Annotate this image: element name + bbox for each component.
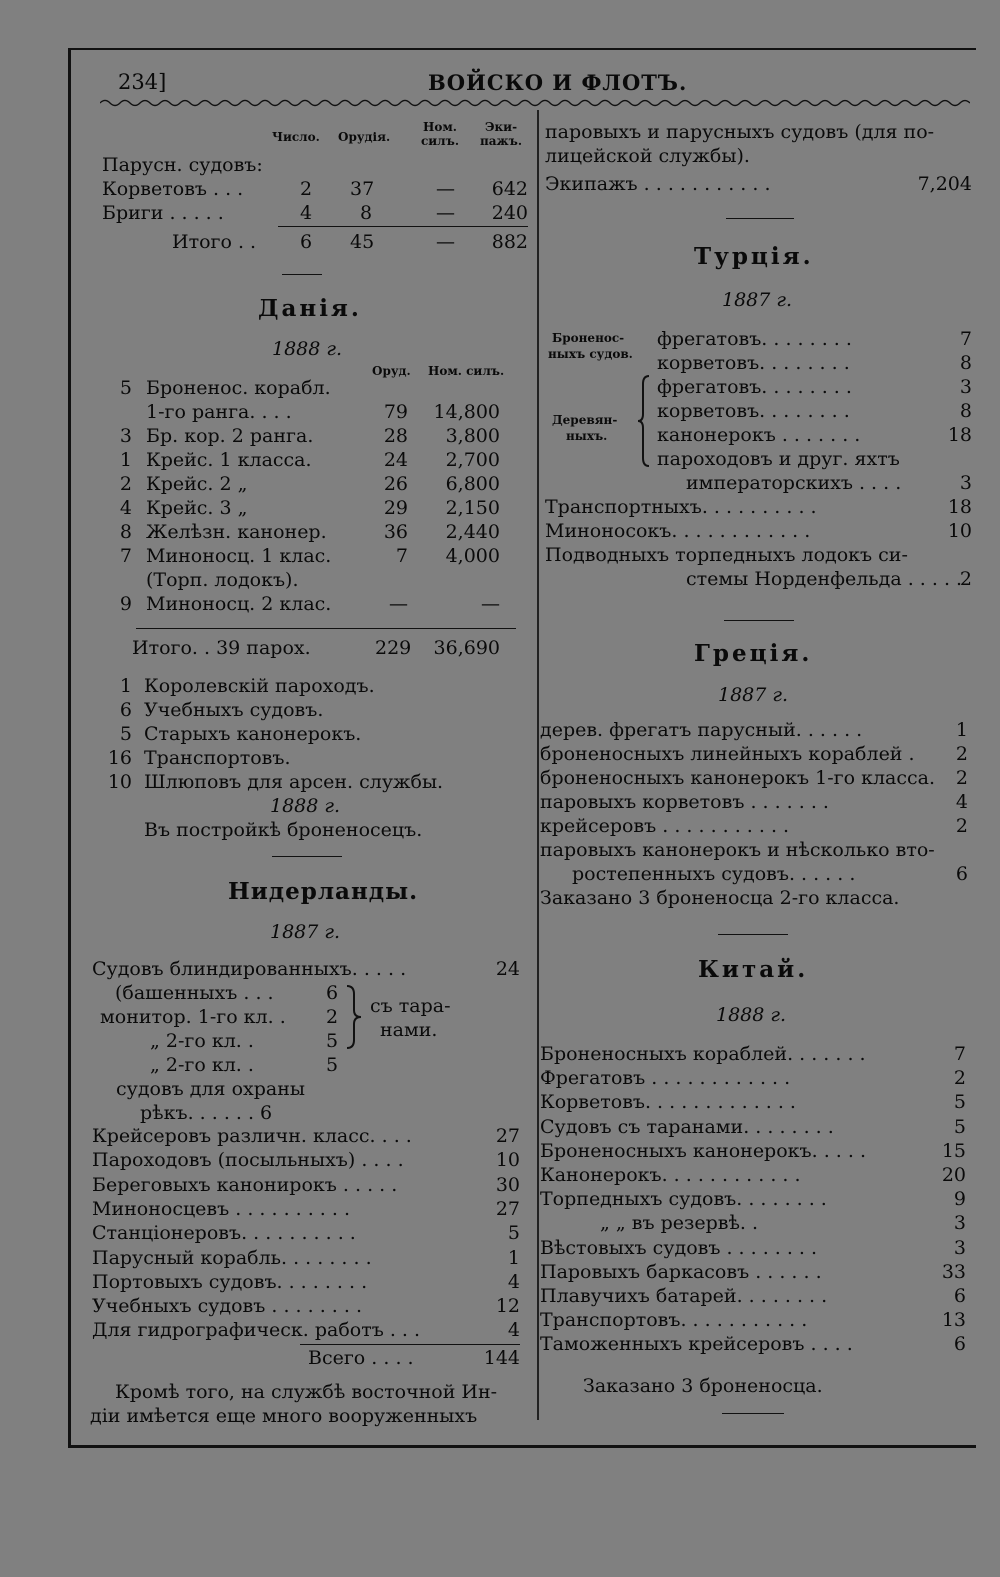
- row-name: Береговыхъ канонирокъ . . . . .: [92, 1173, 398, 1196]
- footnote-line: Кромѣ того, на службѣ восточной Ин-: [115, 1381, 498, 1403]
- section-title-china: Китай.: [698, 956, 809, 983]
- column-divider: [537, 110, 539, 1420]
- row-count: 2: [300, 178, 313, 200]
- row-name: Крейс. 2 „: [146, 473, 248, 495]
- group-label: ныхъ судов.: [548, 347, 633, 361]
- row-hp: 6,800: [445, 473, 500, 495]
- row-value: 1: [955, 719, 968, 741]
- text-line: лицейской службы).: [545, 145, 750, 167]
- sum-rule: [278, 226, 528, 227]
- year-greece: 1887 г.: [718, 684, 789, 706]
- note-china: Заказано 3 броненосца.: [583, 1375, 823, 1397]
- row-value: 4: [507, 1270, 520, 1293]
- col-head-hp: Ном. силъ.: [428, 364, 505, 378]
- group-label: Деревян-: [552, 413, 618, 427]
- row-value: 7,204: [917, 173, 972, 195]
- row-name: Броненос. корабл.: [146, 377, 331, 399]
- row-name: Крейс. 1 класса.: [146, 449, 312, 471]
- row-value: 27: [495, 1125, 520, 1147]
- sub-row: „ 2-го кл. .: [150, 1054, 254, 1076]
- row-name: Королевскій пароходъ.: [144, 675, 375, 697]
- text-line: паровыхъ и парусныхъ судовъ (для по-: [545, 121, 935, 143]
- row-value: 2: [955, 815, 968, 837]
- row-name: Учебныхъ судовъ.: [144, 699, 324, 721]
- total-count: 6: [300, 231, 313, 253]
- row-name: корветовъ. . . . . . . .: [657, 400, 850, 422]
- row-name: пароходовъ и друг. яхтъ: [657, 448, 900, 470]
- row-hp: 2,150: [445, 497, 500, 519]
- section-title-netherlands: Нидерланды.: [228, 878, 419, 905]
- year-denmark: 1888 г.: [272, 338, 343, 360]
- row-name: Миноносц. 2 клас.: [146, 593, 332, 615]
- row-name: Таможенныхъ крейсеровъ . . . .: [540, 1333, 853, 1356]
- row-count: 4: [300, 202, 313, 224]
- year-china: 1888 г.: [716, 1004, 787, 1026]
- row-hp: 2,700: [445, 449, 500, 471]
- row-guns: 79: [383, 401, 408, 423]
- total-crew: 882: [491, 231, 528, 253]
- row-number: 1: [119, 675, 132, 697]
- row-name: Старыхъ канонерокъ.: [144, 723, 362, 745]
- row-name: Корветовъ . . .: [102, 178, 244, 200]
- row-value: 2: [955, 767, 968, 789]
- row-guns: 8: [360, 202, 373, 224]
- total-value: 144: [483, 1347, 520, 1369]
- row-name: ростепенныхъ судовъ. . . . . .: [572, 863, 856, 885]
- row-name: фрегатовъ. . . . . . . .: [657, 376, 852, 398]
- row-crew: 240: [491, 202, 528, 224]
- row-value: 18: [947, 496, 972, 518]
- group-label: Броненос-: [552, 331, 625, 345]
- row-number: 4: [119, 497, 132, 519]
- row-hp: 14,800: [433, 401, 500, 423]
- row-name: Вѣстовыхъ судовъ . . . . . . . .: [540, 1236, 818, 1259]
- total-hp: 36,690: [433, 637, 500, 659]
- section-title-turkey: Турція.: [694, 243, 814, 270]
- row-name: Крейс. 3 „: [146, 497, 248, 519]
- row-value: 5: [953, 1091, 966, 1114]
- row-name: Паровыхъ баркасовъ . . . . . .: [540, 1260, 822, 1283]
- row-number: 10: [107, 771, 132, 793]
- row-value: 8: [959, 352, 972, 374]
- total-name: Всего . . . .: [308, 1347, 414, 1369]
- row-value: 2: [959, 568, 972, 590]
- row-name: Броненосныхъ канонерокъ. . . . .: [540, 1139, 866, 1162]
- row-value: 10: [495, 1149, 520, 1172]
- row-name: Броненосныхъ кораблей. . . . . . .: [540, 1043, 866, 1065]
- row-name: Миноносц. 1 клас.: [146, 545, 332, 567]
- row-name: броненосныхъ канонерокъ 1-го класса.: [540, 767, 936, 789]
- row-name: 1-го ранга. . . .: [146, 401, 292, 423]
- row-guns: 24: [383, 449, 408, 471]
- sub-value: 5: [326, 1054, 339, 1076]
- row-value: 3: [959, 376, 972, 398]
- group-label: ныхъ.: [566, 429, 608, 443]
- river-line: судовъ для охраны: [116, 1078, 306, 1100]
- row-name: Транспортовъ. . . . . . . . . . .: [540, 1309, 808, 1332]
- sub-row: „ 2-го кл. .: [150, 1030, 254, 1052]
- row-value: 6: [955, 863, 968, 885]
- row-hp: —: [436, 178, 455, 200]
- row-name: (Торп. лодокъ).: [146, 569, 299, 591]
- row-name: Бриги . . . . .: [102, 202, 224, 224]
- note-denmark: Въ постройкѣ броненосецъ.: [144, 819, 423, 841]
- sub-value: 5: [326, 1030, 339, 1052]
- row-name: Фрегатовъ . . . . . . . . . . . .: [540, 1067, 791, 1090]
- row-value: 12: [495, 1295, 520, 1318]
- sum-rule: [136, 628, 516, 629]
- separator: [718, 934, 788, 935]
- row-hp: 2,440: [445, 521, 500, 543]
- row-name: Судовъ блиндированныхъ. . . . .: [92, 958, 407, 980]
- row-name: Бр. кор. 2 ранга.: [146, 425, 314, 447]
- row-name: Судовъ съ таранами. . . . . . . .: [540, 1115, 834, 1138]
- row-value: 4: [507, 1319, 520, 1342]
- total-name: Итого . .: [172, 231, 257, 253]
- separator: [726, 218, 794, 219]
- row-value: 20: [941, 1164, 966, 1186]
- section-title-greece: Греція.: [694, 640, 813, 667]
- sub-row: монитор. 1-го кл. .: [100, 1006, 286, 1028]
- row-number: 16: [107, 747, 132, 769]
- row-name: Транспортныхъ. . . . . . . . . .: [545, 496, 817, 518]
- row-name: Станціонеровъ. . . . . . . . . .: [92, 1222, 356, 1245]
- row-name: Транспортовъ.: [144, 747, 291, 769]
- col-head-hp: Ном. силъ.: [420, 120, 460, 148]
- row-value: 5: [953, 1115, 966, 1138]
- row-name: канонерокъ . . . . . . .: [657, 424, 861, 446]
- row-number: 5: [119, 377, 132, 399]
- row-value: 33: [941, 1260, 966, 1283]
- row-value: 3: [953, 1212, 966, 1235]
- separator: [282, 274, 322, 275]
- row-name: корветовъ. . . . . . . .: [657, 352, 850, 374]
- row-name: императорскихъ . . . .: [686, 472, 902, 494]
- row-number: 3: [119, 425, 132, 447]
- row-guns: 37: [350, 178, 375, 200]
- row-name: Учебныхъ судовъ . . . . . . . .: [92, 1295, 362, 1318]
- row-name: фрегатовъ. . . . . . . .: [657, 328, 852, 350]
- row-number: 9: [119, 593, 132, 615]
- row-name: Корветовъ. . . . . . . . . . . . .: [540, 1091, 796, 1114]
- col-head-count: Число.: [272, 130, 320, 144]
- row-value: 13: [941, 1309, 966, 1332]
- row-number: 2: [119, 473, 132, 495]
- row-value: 2: [955, 743, 968, 765]
- col-head-crew: Эки-пажъ.: [479, 120, 523, 148]
- row-value: 1: [507, 1246, 520, 1269]
- row-name: дерев. фрегатъ парусный. . . . . .: [540, 719, 863, 741]
- row-value: 4: [955, 791, 968, 813]
- col-head-guns: Оруд.: [372, 364, 411, 378]
- row-name: Пароходовъ (посыльныхъ) . . . .: [92, 1149, 404, 1172]
- row-guns: 36: [383, 521, 408, 543]
- row-name: Портовыхъ судовъ. . . . . . . .: [92, 1270, 368, 1293]
- col-head-guns: Орудія.: [338, 130, 391, 144]
- row-name: Для гидрографическ. работъ . . .: [92, 1319, 421, 1342]
- row-value: 27: [495, 1197, 520, 1220]
- river-line: рѣкъ. . . . . . 6: [140, 1102, 273, 1124]
- sum-rule: [300, 1344, 520, 1345]
- row-value: 2: [953, 1067, 966, 1090]
- row-name: броненосныхъ линейныхъ кораблей .: [540, 743, 915, 765]
- row-name: стемы Норденфельда . . . . .: [686, 568, 963, 590]
- note-greece: Заказано 3 броненосца 2-го класса.: [540, 887, 900, 909]
- row-value: 6: [953, 1333, 966, 1356]
- row-name: „ „ въ резервѣ. .: [600, 1212, 759, 1235]
- row-crew: 642: [491, 178, 528, 200]
- brace-label: съ тара-: [370, 995, 451, 1017]
- year-denmark-2: 1888 г.: [270, 795, 341, 817]
- total-guns: 229: [375, 637, 412, 659]
- row-name: Канонерокъ. . . . . . . . . . . .: [540, 1164, 801, 1186]
- separator: [722, 1413, 784, 1414]
- row-hp: —: [436, 202, 455, 224]
- row-number: 6: [119, 699, 132, 721]
- row-value: 7: [959, 328, 972, 350]
- section-title-denmark: Данія.: [258, 295, 362, 322]
- row-name: Желѣзн. канонер.: [146, 521, 327, 543]
- row-hp: —: [481, 593, 500, 615]
- row-name: паровыхъ канонерокъ и нѣсколько вто-: [540, 839, 935, 861]
- sub-row: (башенныхъ . . .: [115, 982, 274, 1004]
- row-name: Миноносцевъ . . . . . . . . . .: [92, 1197, 351, 1220]
- row-name: паровыхъ корветовъ . . . . . . .: [540, 791, 829, 813]
- total-name: Итого. . 39 парох.: [132, 637, 311, 659]
- row-guns: 7: [395, 545, 408, 567]
- row-value: 15: [941, 1139, 966, 1162]
- total-hp: —: [436, 231, 455, 253]
- separator: [724, 620, 794, 621]
- row-name: Плавучихъ батарей. . . . . . . .: [540, 1285, 828, 1307]
- row-number: 1: [119, 449, 132, 471]
- row-value: 9: [953, 1188, 966, 1211]
- row-value: 3: [953, 1236, 966, 1259]
- row-hp: 4,000: [445, 545, 500, 567]
- wavy-rule: [100, 98, 970, 108]
- year-turkey: 1887 г.: [722, 289, 793, 311]
- year-netherlands: 1887 г.: [270, 921, 341, 943]
- row-value: 18: [947, 424, 972, 446]
- row-guns: —: [389, 593, 408, 615]
- row-value: 3: [959, 472, 972, 494]
- page-number: 234]: [118, 70, 167, 94]
- row-value: 24: [495, 958, 520, 980]
- row-value: 10: [947, 520, 972, 542]
- row-guns: 28: [383, 425, 408, 447]
- row-value: 6: [953, 1285, 966, 1307]
- section-label: Парусн. судовъ:: [102, 154, 263, 176]
- separator: [272, 856, 342, 857]
- row-name: Миноносокъ. . . . . . . . . . . .: [545, 520, 811, 542]
- brace-icon: [636, 374, 652, 468]
- sub-value: 6: [326, 982, 339, 1004]
- sub-value: 2: [326, 1006, 339, 1028]
- row-name: Шлюповъ для арсен. службы.: [144, 771, 444, 793]
- brace-label: нами.: [380, 1019, 438, 1041]
- row-name: Торпедныхъ судовъ. . . . . . . .: [540, 1188, 827, 1211]
- row-name: Подводныхъ торпедныхъ лодокъ си-: [545, 544, 908, 566]
- row-hp: 3,800: [445, 425, 500, 447]
- row-name: Парусный корабль. . . . . . . .: [92, 1246, 372, 1269]
- row-value: 30: [495, 1173, 520, 1196]
- row-number: 5: [119, 723, 132, 745]
- row-number: 7: [119, 545, 132, 567]
- row-guns: 29: [383, 497, 408, 519]
- row-guns: 26: [383, 473, 408, 495]
- total-guns: 45: [350, 231, 375, 253]
- footnote-line: діи имѣется еще много вооруженныхъ: [90, 1405, 478, 1427]
- row-name: Экипажъ . . . . . . . . . . .: [545, 173, 771, 195]
- page-title: ВОЙСКО И ФЛОТЪ.: [428, 70, 688, 95]
- row-name: Крейсеровъ различн. класс. . . .: [92, 1125, 412, 1147]
- row-value: 7: [953, 1043, 966, 1065]
- row-name: крейсеровъ . . . . . . . . . . .: [540, 815, 790, 837]
- brace-icon: [344, 984, 364, 1050]
- row-value: 5: [507, 1222, 520, 1245]
- row-number: 8: [119, 521, 132, 543]
- row-value: 8: [959, 400, 972, 422]
